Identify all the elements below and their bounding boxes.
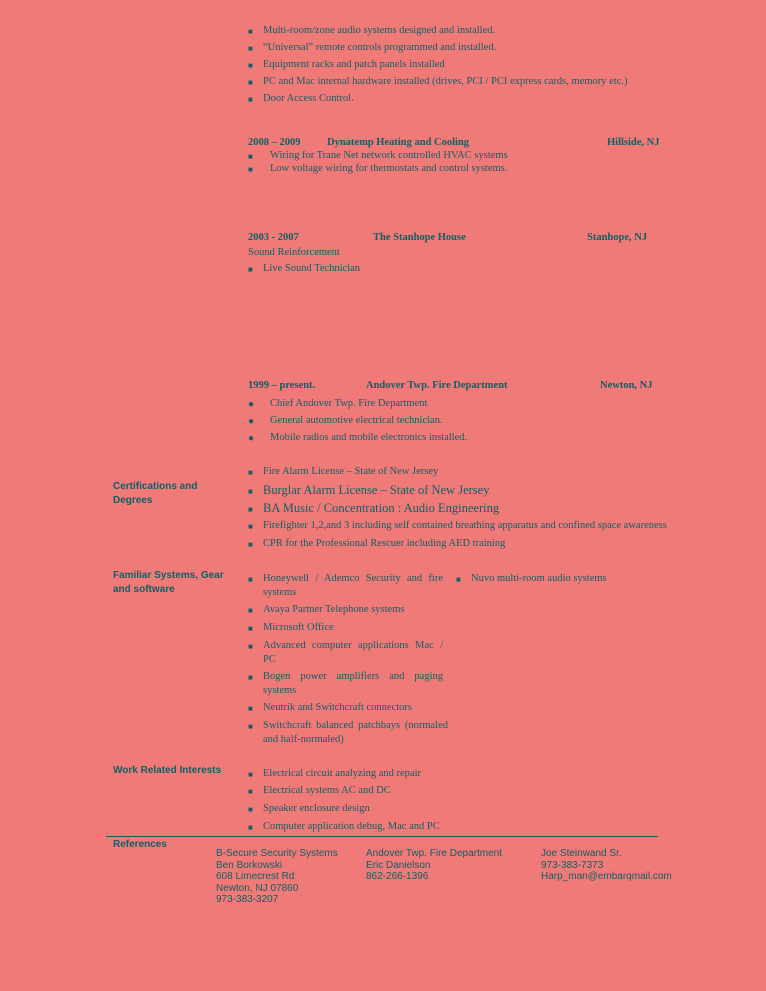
bullet-marker: ■ bbox=[248, 823, 253, 832]
bullet-marker: ■ bbox=[248, 27, 253, 36]
reference-col-3 bbox=[541, 848, 672, 883]
bullet-marker: ■ bbox=[248, 770, 253, 779]
list-item: CPR for the Professional Rescuer including AED training bbox=[263, 538, 506, 549]
bullet-marker: ■ bbox=[248, 152, 253, 161]
list-item: PC and Mac internal hardware installed (drives, PCI / PCI express cards, memory etc.) bbox=[263, 76, 628, 87]
bullet-marker: ■ bbox=[248, 487, 253, 496]
list-item: Door Access Control. bbox=[263, 93, 354, 104]
divider bbox=[106, 836, 658, 837]
list-item: Mobile radios and mobile electronics installed. bbox=[270, 432, 468, 443]
bullet-marker: ■ bbox=[248, 165, 253, 174]
section-heading: and software bbox=[113, 584, 175, 595]
job-location: Hillside, NJ bbox=[607, 137, 660, 148]
job-location: Stanhope, NJ bbox=[587, 232, 648, 243]
bullet-marker: ■ bbox=[248, 468, 253, 477]
job-years: 2003 - 2007 bbox=[248, 232, 299, 243]
list-item: Low voltage wiring for thermostats and control systems. bbox=[270, 163, 508, 174]
bullet-marker: ■ bbox=[248, 624, 253, 633]
list-item: Avaya Partner Telephone systems bbox=[263, 604, 405, 615]
section-heading: Work Related Interests bbox=[113, 765, 222, 776]
job-location: Newton, NJ bbox=[600, 380, 653, 391]
list-item: Firefighter 1,2,and 3 including self contained breathing apparatus and confined space awareness bbox=[263, 520, 667, 531]
list-item: Advanced computer applications Mac / PC bbox=[263, 640, 443, 665]
job-company: Andover Twp. Fire Department bbox=[366, 380, 508, 391]
bullet-marker: ■ bbox=[248, 642, 253, 651]
list-item: BA Music / Concentration : Audio Engineering bbox=[263, 501, 500, 515]
list-item: Equipment racks and patch panels installed bbox=[263, 59, 445, 70]
bullet-marker: ● bbox=[248, 399, 255, 410]
bullet-marker: ■ bbox=[248, 522, 253, 531]
list-item: Neutrik and Switchcraft connectors bbox=[263, 702, 412, 713]
list-item: Microsoft Office bbox=[263, 622, 334, 633]
reference-col-1 bbox=[216, 848, 338, 906]
section-heading: Certifications and bbox=[113, 481, 198, 492]
section-heading: Degrees bbox=[113, 495, 153, 506]
list-item: “Universal” remote controls programmed and installed. bbox=[263, 42, 497, 53]
list-item: Live Sound Technician bbox=[263, 263, 361, 274]
section-heading: References bbox=[113, 839, 167, 850]
bullet-marker: ● bbox=[248, 433, 255, 444]
bullet-marker: ■ bbox=[248, 95, 253, 104]
bullet-marker: ■ bbox=[248, 505, 253, 514]
reference-line: Ben Borkowski bbox=[216, 859, 283, 871]
list-item: Wiring for Trane Net network controlled HVAC systems bbox=[270, 150, 508, 161]
reference-line: 862-266-1396 bbox=[366, 871, 429, 883]
reference-line: Joe Steinwand Sr. bbox=[541, 848, 622, 859]
list-item: Electrical circuit analyzing and repair bbox=[263, 768, 421, 779]
list-item: Chief Andover Twp. Fire Department bbox=[270, 398, 428, 409]
list-item: Fire Alarm License – State of New Jersey bbox=[263, 466, 439, 477]
job-company: Dynatemp Heating and Cooling bbox=[327, 137, 470, 148]
bullet-marker: ■ bbox=[248, 673, 253, 682]
bullet-marker: ■ bbox=[248, 805, 253, 814]
job-subtitle: Sound Reinforcement bbox=[248, 247, 340, 258]
bullet-marker: ■ bbox=[248, 61, 253, 70]
reference-line: Eric Danielson bbox=[366, 859, 431, 871]
list-item: Speaker enclosure design bbox=[263, 803, 370, 814]
job-company: The Stanhope House bbox=[373, 232, 466, 243]
reference-line: Andover Twp. Fire Department bbox=[366, 848, 502, 859]
reference-line: Newton, NJ 07860 bbox=[216, 882, 299, 894]
reference-col-2 bbox=[366, 848, 502, 883]
section-heading: Familiar Systems, Gear bbox=[113, 570, 224, 581]
bullet-marker: ■ bbox=[248, 704, 253, 713]
reference-line: 973-383-3207 bbox=[216, 894, 279, 906]
job-years: 1999 – present. bbox=[248, 380, 316, 391]
bullet-marker: ■ bbox=[248, 265, 253, 274]
bullet-marker: ■ bbox=[248, 575, 253, 584]
bullet-marker: ■ bbox=[248, 540, 253, 549]
bullet-marker: ■ bbox=[248, 722, 253, 731]
list-item: Burglar Alarm License – State of New Jersey bbox=[263, 483, 490, 497]
reference-email[interactable]: Harp_man@embarqmail.com bbox=[541, 871, 672, 883]
list-item: Nuvo multi-room audio systems bbox=[471, 573, 607, 584]
bullet-marker: ■ bbox=[248, 787, 253, 796]
list-item: Electrical systems AC and DC bbox=[263, 785, 391, 796]
bullet-marker: ● bbox=[248, 416, 255, 427]
list-item: Multi-room/zone audio systems designed and installed. bbox=[263, 25, 496, 36]
list-item: Bogen power amplifiers and paging systems bbox=[263, 671, 443, 696]
reference-line: 608 Limecrest Rd bbox=[216, 871, 295, 883]
reference-line: B-Secure Security Systems bbox=[216, 848, 338, 859]
list-item: Switchcraft balanced patchbays (normaled and half-normaled) bbox=[263, 720, 448, 745]
job-years: 2008 – 2009 bbox=[248, 137, 301, 148]
bullet-marker: ■ bbox=[248, 78, 253, 87]
bullet-marker: ■ bbox=[456, 575, 461, 584]
bullet-marker: ■ bbox=[248, 44, 253, 53]
bullet-marker: ■ bbox=[248, 606, 253, 615]
list-item: General automotive electrical technician. bbox=[270, 415, 443, 426]
list-item: Computer application debug, Mac and PC bbox=[263, 821, 440, 832]
list-item: Honeywell / Ademco Security and fire systems bbox=[263, 573, 443, 598]
reference-line: 973-383-7373 bbox=[541, 859, 604, 871]
